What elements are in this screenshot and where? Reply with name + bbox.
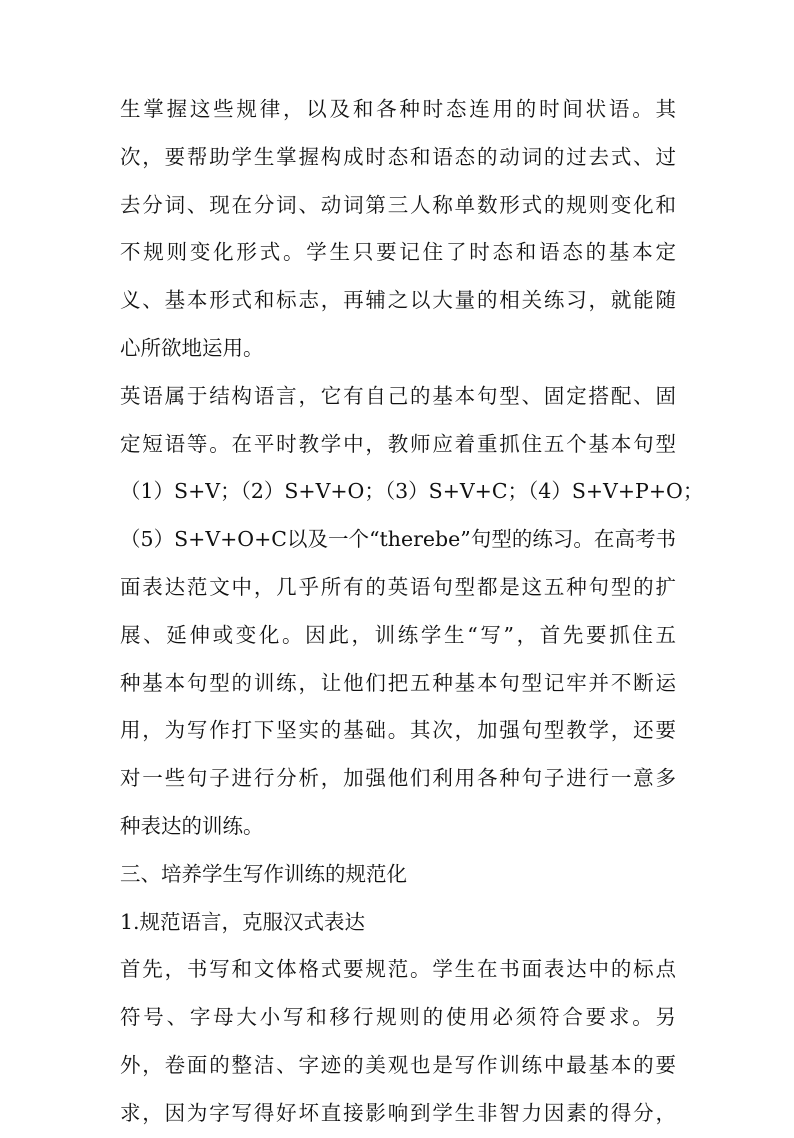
text-line: 面表达范文中，几乎所有的英语句型都是这五种句型的扩 <box>120 574 676 599</box>
text-line: 用，为写作打下坚实的基础。其次，加强句型教学，还要 <box>120 718 676 743</box>
text-line: 种表达的训练。 <box>120 813 264 838</box>
text-line: 次，要帮助学生掌握构成时态和语态的动词的过去式、过 <box>120 144 676 169</box>
text-line: 首先，书写和文体格式要规范。学生在书面表达中的标点 <box>120 957 676 982</box>
text-line: 英语属于结构语言，它有自己的基本句型、固定搭配、固 <box>120 383 676 408</box>
text-line: 义、基本形式和标志，再辅之以大量的相关练习，就能随 <box>120 288 676 313</box>
text-line: 展、延伸或变化。因此，训练学生“写”，首先要抓住五 <box>120 622 676 647</box>
text-line: 三、培养学生写作训练的规范化 <box>120 861 407 886</box>
text-line: 1.规范语言，克服汉式表达 <box>120 909 366 934</box>
text-line: 去分词、现在分词、动词第三人称单数形式的规则变化和 <box>120 192 676 217</box>
text-line: 种基本句型的训练，让他们把五种基本句型记牢并不断运 <box>120 670 676 695</box>
text-line: 不规则变化形式。学生只要记住了时态和语态的基本定 <box>120 240 676 265</box>
text-line: 求，因为字写得好坏直接影响到学生非智力因素的得分， <box>120 1100 676 1125</box>
text-line: 心所欲地运用。 <box>120 335 264 360</box>
text-line: （1）S+V；（2）S+V+O；（3）S+V+C；（4）S+V+P+O； <box>120 479 704 504</box>
text-line: 对一些句子进行分析，加强他们利用各种句子进行一意多 <box>120 766 676 791</box>
text-line: （5）S+V+O+C以及一个“therebe”句型的练习。在高考书 <box>120 527 676 552</box>
text-line: 定短语等。在平时教学中，教师应着重抓住五个基本句型 <box>120 431 676 456</box>
text-line: 外，卷面的整洁、字迹的美观也是写作训练中最基本的要 <box>120 1052 676 1077</box>
document-body <box>120 86 704 1138</box>
text-line: 符号、字母大小写和移行规则的使用必须符合要求。另 <box>120 1005 676 1030</box>
text-line: 生掌握这些规律，以及和各种时态连用的时间状语。其 <box>120 97 676 121</box>
